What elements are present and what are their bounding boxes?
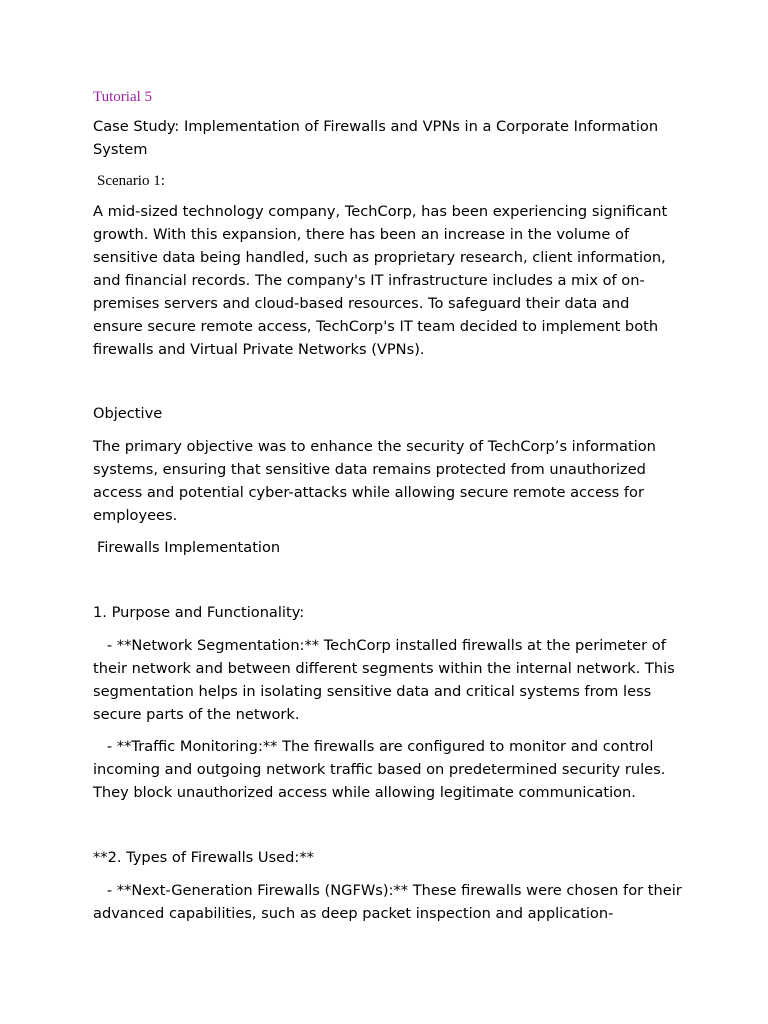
types-heading: **2. Types of Firewalls Used:** [93, 849, 314, 866]
firewalls-heading: Firewalls Implementation [97, 539, 281, 556]
purpose-heading: 1. Purpose and Functionality: [93, 604, 305, 621]
objective-heading: Objective [93, 405, 163, 422]
tutorial-label: Tutorial 5 [93, 89, 153, 105]
traffic-monitoring-paragraph [93, 735, 683, 804]
network-segmentation-paragraph [93, 634, 683, 726]
case-study-title: Case Study: Implementation of Firewalls and VPNs in a Corporate Information System [93, 118, 659, 158]
ngfw-paragraph [93, 879, 683, 925]
objective-paragraph: The primary objective was to enhance the security of TechCorp’s information systems, ensuring that sensitive data remains protected from unauthorized access and potential cyber-attacks while allowing secure remote access for employees. [93, 438, 656, 524]
traffic-monitoring-text: - **Traffic Monitoring:** The firewalls are configured to monitor and control incoming and outgoing network traffic based on predetermined security rules. They block unauthorized access while allowing legitimate communication. [93, 738, 666, 801]
scenario-heading: Scenario 1: [97, 173, 165, 189]
network-segmentation-text: - **Network Segmentation:** TechCorp installed firewalls at the perimeter of their network and between different segments within the internal network. This segmentation helps in isolating sensitive data and critical systems from less secure parts of the network. [93, 637, 675, 723]
ngfw-text: - **Next-Generation Firewalls (NGFWs):** These firewalls were chosen for their advanced capabilities, such as deep packet inspection and application- [93, 882, 682, 922]
scenario-paragraph: A mid-sized technology company, TechCorp, has been experiencing significant growth. With this expansion, there has been an increase in the volume of sensitive data being handled, such as proprietary research, client information, and financial records. The company's IT infrastructure includes a mix of on-premises servers and cloud-based resources. To safeguard their data and ensure secure remote access, TechCorp's IT team decided to implement both firewalls and Virtual Private Networks (VPNs). [93, 203, 668, 358]
